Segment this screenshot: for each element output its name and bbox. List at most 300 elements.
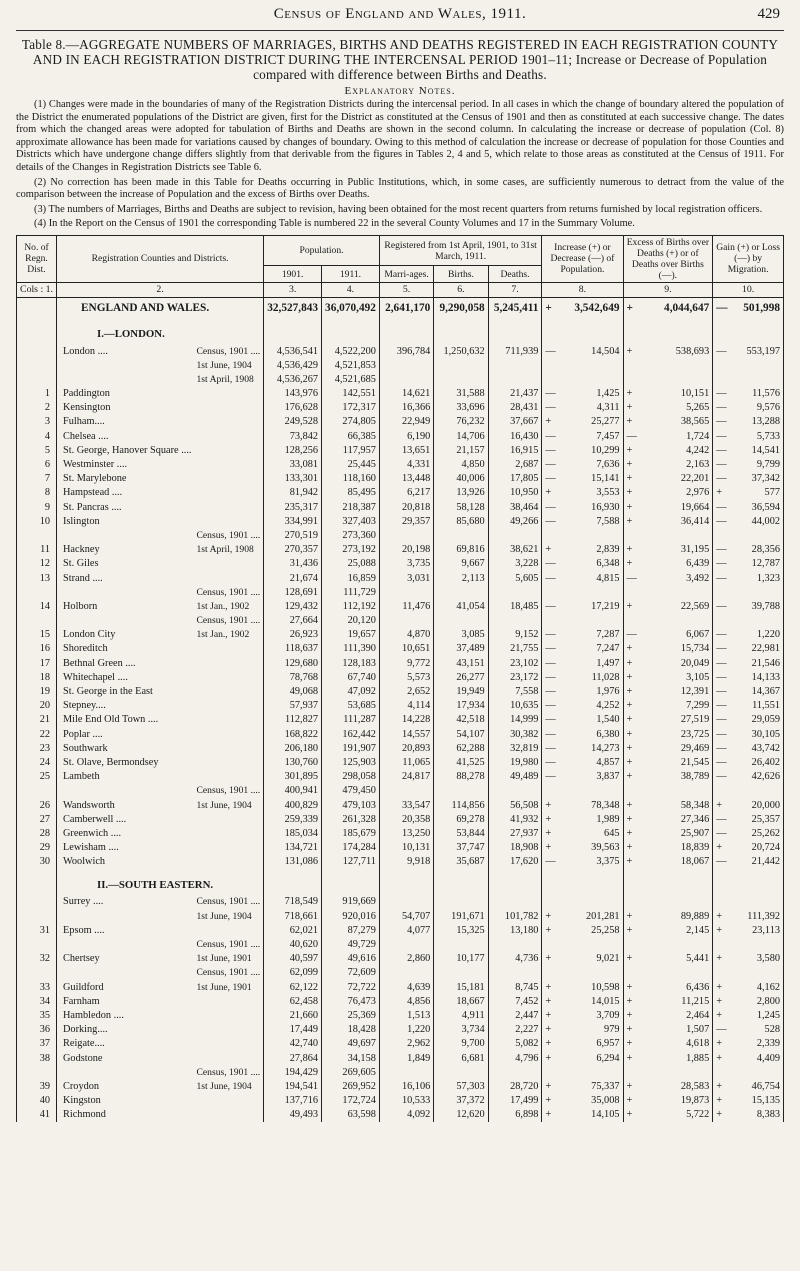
gain-sign: + [713, 841, 734, 855]
district-subdate: 1st June, 1904 [195, 909, 264, 923]
table-row [17, 670, 784, 684]
marriages: 9,772 [379, 656, 433, 670]
district-name: Godstone [57, 1051, 195, 1065]
pop-1901: 4,536,429 [264, 358, 322, 372]
district-name: Stepney.... [57, 699, 195, 713]
increase-sign: — [542, 472, 562, 486]
marriages: 24,817 [379, 770, 433, 784]
marriages: 14,557 [379, 727, 433, 741]
district-name: Camberwell .... [57, 812, 195, 826]
deaths: 4,796 [488, 1051, 542, 1065]
section-heading-row [17, 324, 784, 344]
excess: 1,724 [645, 429, 713, 443]
district-number: 40 [17, 1094, 57, 1108]
increase: 3,709 [562, 1008, 623, 1022]
excess: 89,889 [645, 909, 713, 923]
district-subdate: Census, 1901 .... [195, 614, 264, 628]
excess-sign: + [623, 713, 645, 727]
pop-1901: 21,674 [264, 571, 322, 585]
pop-1901: 133,301 [264, 472, 322, 486]
table-row [17, 966, 784, 980]
gain: 39,788 [733, 599, 783, 613]
district-number [17, 966, 57, 980]
increase: 15,141 [562, 472, 623, 486]
births: 76,232 [434, 415, 488, 429]
increase: 645 [562, 826, 623, 840]
deaths: 17,805 [488, 472, 542, 486]
deaths: 10,950 [488, 486, 542, 500]
births: 43,151 [434, 656, 488, 670]
gain: 28,356 [733, 543, 783, 557]
increase-sign: + [542, 909, 562, 923]
district-subdate: 1st June, 1901 [195, 980, 264, 994]
pop-1911: 72,722 [322, 980, 380, 994]
births: 69,278 [434, 812, 488, 826]
table-row [17, 486, 784, 500]
pop-1911: 34,158 [322, 1051, 380, 1065]
increase: 7,636 [562, 457, 623, 471]
pop-1911: 118,160 [322, 472, 380, 486]
table-row [17, 557, 784, 571]
births: 37,489 [434, 642, 488, 656]
pop-1911: 191,907 [322, 741, 380, 755]
excess: 5,722 [645, 1108, 713, 1122]
pop-1911: 49,729 [322, 937, 380, 951]
increase-sign: + [542, 415, 562, 429]
marriages: 4,092 [379, 1108, 433, 1122]
table-row [17, 1065, 784, 1079]
births [434, 585, 488, 599]
gain-sign [713, 895, 734, 909]
col-header-marriages: Marri-ages. [379, 266, 433, 283]
deaths [488, 372, 542, 386]
marriages [379, 614, 433, 628]
district-name: Lambeth [57, 770, 195, 784]
deaths: 37,667 [488, 415, 542, 429]
marriages [379, 372, 433, 386]
section-title: I.—LONDON. [57, 324, 264, 344]
births: 12,620 [434, 1108, 488, 1122]
increase-sign: — [542, 387, 562, 401]
excess: 6,067 [645, 628, 713, 642]
district-subdate [195, 472, 264, 486]
deaths [488, 895, 542, 909]
pop-1901: 249,528 [264, 415, 322, 429]
excess: 21,545 [645, 755, 713, 769]
pop-1911: 18,428 [322, 1023, 380, 1037]
district-number: 24 [17, 755, 57, 769]
marriages: 11,476 [379, 599, 433, 613]
gain-sign: — [713, 472, 734, 486]
increase-sign: + [542, 994, 562, 1008]
district-name: Shoreditch [57, 642, 195, 656]
pop-1901: 128,691 [264, 585, 322, 599]
excess: 58,348 [645, 798, 713, 812]
pop-1901: 78,768 [264, 670, 322, 684]
increase-sign [542, 784, 562, 798]
district-number: 17 [17, 656, 57, 670]
gain: 25,262 [733, 826, 783, 840]
pop-1901: 176,628 [264, 401, 322, 415]
deaths: 28,720 [488, 1079, 542, 1093]
excess-sign: + [623, 443, 645, 457]
increase [562, 528, 623, 542]
pop-1911: 117,957 [322, 443, 380, 457]
gain-sign: — [713, 741, 734, 755]
district-name: Hambledon .... [57, 1008, 195, 1022]
pop-1901: 4,536,267 [264, 372, 322, 386]
district-name: Lewisham .... [57, 841, 195, 855]
gain: 4,409 [733, 1051, 783, 1065]
gain-sign [713, 528, 734, 542]
district-number: 28 [17, 826, 57, 840]
marriages: 6,190 [379, 429, 433, 443]
excess-sign: + [623, 514, 645, 528]
births: 54,107 [434, 727, 488, 741]
increase-sign [542, 1065, 562, 1079]
excess: 11,215 [645, 994, 713, 1008]
pop-1911: 67,740 [322, 670, 380, 684]
excess [645, 937, 713, 951]
excess-sign: + [623, 387, 645, 401]
gain: 26,402 [733, 755, 783, 769]
increase: 6,294 [562, 1051, 623, 1065]
excess: 38,789 [645, 770, 713, 784]
district-number: 31 [17, 923, 57, 937]
increase-sign: — [542, 344, 562, 358]
gain: 4,162 [733, 980, 783, 994]
gain: 3,580 [733, 952, 783, 966]
table-row [17, 1079, 784, 1093]
pop-1911: 479,103 [322, 798, 380, 812]
marriages [379, 528, 433, 542]
pop-1911: 128,183 [322, 656, 380, 670]
note-2: (2) No correction has been made in this Table for Deaths occurring in Public Institutions, which, in some cases, are sufficiently numerous to detract from the value of the comparison between the increase of Population and the excess of Births over Deaths. [16, 176, 784, 201]
excess-sign: + [623, 599, 645, 613]
births [434, 895, 488, 909]
pop-1901: 259,339 [264, 812, 322, 826]
table-row [17, 798, 784, 812]
pop-1901: 62,021 [264, 923, 322, 937]
table-row [17, 344, 784, 358]
district-subdate: Census, 1901 .... [195, 528, 264, 542]
births: 17,934 [434, 699, 488, 713]
deaths: 16,430 [488, 429, 542, 443]
increase-sign: — [542, 670, 562, 684]
deaths: 41,932 [488, 812, 542, 826]
district-subdate [195, 713, 264, 727]
deaths: 38,464 [488, 500, 542, 514]
col-number: 7. [488, 282, 542, 297]
gain-sign: — [713, 826, 734, 840]
pop-1911: 273,192 [322, 543, 380, 557]
district-name: Woolwich [57, 855, 195, 869]
deaths: 2,447 [488, 1008, 542, 1022]
col-number: 4. [322, 282, 380, 297]
increase [562, 895, 623, 909]
gain: 43,742 [733, 741, 783, 755]
increase-sign: — [542, 713, 562, 727]
col-number: 3. [264, 282, 322, 297]
excess: 10,151 [645, 387, 713, 401]
gain-sign: — [713, 401, 734, 415]
gain: 1,323 [733, 571, 783, 585]
district-name: Richmond [57, 1108, 195, 1122]
increase [562, 585, 623, 599]
table-row [17, 684, 784, 698]
district-number: 11 [17, 543, 57, 557]
district-number: 21 [17, 713, 57, 727]
pop-1911: 274,805 [322, 415, 380, 429]
births: 58,128 [434, 500, 488, 514]
gain-sign: — [713, 713, 734, 727]
district-name: Poplar .... [57, 727, 195, 741]
pop-1901: 27,664 [264, 614, 322, 628]
gain: 20,000 [733, 798, 783, 812]
gain-sign: — [713, 642, 734, 656]
excess-sign: + [623, 841, 645, 855]
excess: 19,873 [645, 1094, 713, 1108]
district-name: Strand .... [57, 571, 195, 585]
excess [645, 372, 713, 386]
excess-sign [623, 372, 645, 386]
district-subdate [195, 401, 264, 415]
excess-sign [623, 528, 645, 542]
excess: 15,734 [645, 642, 713, 656]
table-row [17, 909, 784, 923]
column-number-row [17, 282, 784, 297]
gain-sign: + [713, 994, 734, 1008]
increase: 979 [562, 1023, 623, 1037]
increase-sign: — [542, 429, 562, 443]
district-number: 9 [17, 500, 57, 514]
district-name [57, 358, 195, 372]
district-name [57, 966, 195, 980]
marriages: 396,784 [379, 344, 433, 358]
gain-sign: — [713, 855, 734, 869]
gain [733, 1065, 783, 1079]
marriages [379, 937, 433, 951]
table-row [17, 387, 784, 401]
deaths: 2,227 [488, 1023, 542, 1037]
pop-1901: 42,740 [264, 1037, 322, 1051]
gain: 21,442 [733, 855, 783, 869]
district-subdate [195, 755, 264, 769]
excess-sign: + [623, 770, 645, 784]
district-number: 33 [17, 980, 57, 994]
deaths: 9,152 [488, 628, 542, 642]
marriages: 11,065 [379, 755, 433, 769]
pop-1911: 112,192 [322, 599, 380, 613]
district-subdate [195, 670, 264, 684]
table-row [17, 699, 784, 713]
deaths: 711,939 [488, 344, 542, 358]
births: 19,949 [434, 684, 488, 698]
col-header-gain: Gain (+) or Loss (—) by Migration. [713, 235, 784, 282]
table-row [17, 952, 784, 966]
increase-sign: — [542, 401, 562, 415]
increase-sign: — [542, 770, 562, 784]
gain [733, 895, 783, 909]
marriages: 6,217 [379, 486, 433, 500]
increase: 6,348 [562, 557, 623, 571]
district-subdate [195, 699, 264, 713]
excess-sign: + [623, 656, 645, 670]
district-number: 22 [17, 727, 57, 741]
district-number: 1 [17, 387, 57, 401]
excess: 2,464 [645, 1008, 713, 1022]
gain: 25,357 [733, 812, 783, 826]
district-name: Surrey .... [57, 895, 195, 909]
district-name: Holborn [57, 599, 195, 613]
table-row [17, 980, 784, 994]
births: 26,277 [434, 670, 488, 684]
pop-1901: 194,429 [264, 1065, 322, 1079]
page-number: 429 [757, 6, 780, 22]
district-number: 16 [17, 642, 57, 656]
district-number [17, 784, 57, 798]
births: 1,250,632 [434, 344, 488, 358]
increase: 7,588 [562, 514, 623, 528]
total-excess: 4,044,647 [645, 297, 713, 318]
deaths [488, 784, 542, 798]
pop-1901: 137,716 [264, 1094, 322, 1108]
gain-sign: — [713, 727, 734, 741]
pop-1911: 87,279 [322, 923, 380, 937]
pop-1911: 47,092 [322, 684, 380, 698]
gain: 29,059 [733, 713, 783, 727]
gain [733, 966, 783, 980]
excess-sign: + [623, 1108, 645, 1122]
district-name: Guildford [57, 980, 195, 994]
pop-1911: 269,605 [322, 1065, 380, 1079]
increase-sign: + [542, 1094, 562, 1108]
births: 191,671 [434, 909, 488, 923]
increase-sign: + [542, 1023, 562, 1037]
col-header-excess: Excess of Births over Deaths (+) or of Deaths over Births (—). [623, 235, 713, 282]
district-name: Hampstead .... [57, 486, 195, 500]
pop-1911: 111,287 [322, 713, 380, 727]
excess: 2,976 [645, 486, 713, 500]
increase-sign [542, 528, 562, 542]
excess-sign: + [623, 543, 645, 557]
excess-sign [623, 966, 645, 980]
gain: 111,392 [733, 909, 783, 923]
marriages: 10,533 [379, 1094, 433, 1108]
gain [733, 614, 783, 628]
increase-sign [542, 937, 562, 951]
excess: 31,195 [645, 543, 713, 557]
table-row [17, 1051, 784, 1065]
marriages [379, 895, 433, 909]
excess-sign [623, 585, 645, 599]
district-subdate: Census, 1901 .... [195, 344, 264, 358]
deaths: 19,980 [488, 755, 542, 769]
excess-sign: + [623, 727, 645, 741]
gain-sign [713, 966, 734, 980]
pop-1911: 25,088 [322, 557, 380, 571]
marriages [379, 358, 433, 372]
district-number: 18 [17, 670, 57, 684]
gain-sign: + [713, 980, 734, 994]
district-name: Dorking.... [57, 1023, 195, 1037]
excess: 538,693 [645, 344, 713, 358]
col-header-population: Population. [264, 235, 380, 265]
increase-sign [542, 585, 562, 599]
district-subdate: 1st April, 1908 [195, 543, 264, 557]
births: 3,734 [434, 1023, 488, 1037]
pop-1911: 76,473 [322, 994, 380, 1008]
pop-1911: 25,369 [322, 1008, 380, 1022]
pop-1901: 4,536,541 [264, 344, 322, 358]
pop-1911: 218,387 [322, 500, 380, 514]
col-header-1901: 1901. [264, 266, 322, 283]
excess-sign: — [623, 571, 645, 585]
pop-1911: 20,120 [322, 614, 380, 628]
pop-1901: 40,620 [264, 937, 322, 951]
marriages: 2,860 [379, 952, 433, 966]
gain: 23,113 [733, 923, 783, 937]
births: 33,696 [434, 401, 488, 415]
increase: 6,380 [562, 727, 623, 741]
deaths: 2,687 [488, 457, 542, 471]
table-row [17, 770, 784, 784]
marriages: 13,250 [379, 826, 433, 840]
marriages [379, 784, 433, 798]
table-row [17, 755, 784, 769]
gain-sign [713, 358, 734, 372]
district-number: 38 [17, 1051, 57, 1065]
increase-sign: — [542, 571, 562, 585]
total-pop1911: 36,070,492 [322, 297, 380, 318]
births: 10,177 [434, 952, 488, 966]
table-row [17, 585, 784, 599]
district-name [57, 528, 195, 542]
increase-sign: — [542, 755, 562, 769]
table-title [16, 37, 784, 82]
gain: 15,135 [733, 1094, 783, 1108]
district-number [17, 614, 57, 628]
births: 35,687 [434, 855, 488, 869]
pop-1911: 49,697 [322, 1037, 380, 1051]
increase-sign: — [542, 557, 562, 571]
district-subdate: 1st June, 1904 [195, 358, 264, 372]
col-header-registered: Registered from 1st April, 1901, to 31st March, 1911. [379, 235, 542, 265]
pop-1901: 400,829 [264, 798, 322, 812]
increase-sign: — [542, 628, 562, 642]
pop-1911: 298,058 [322, 770, 380, 784]
increase-sign: — [542, 457, 562, 471]
district-number [17, 358, 57, 372]
gain: 9,576 [733, 401, 783, 415]
marriages: 4,077 [379, 923, 433, 937]
district-name: Westminster .... [57, 457, 195, 471]
increase-sign: — [542, 656, 562, 670]
increase-sign: — [542, 855, 562, 869]
district-name: Kensington [57, 401, 195, 415]
gain-sign [713, 1065, 734, 1079]
pop-1911: 273,360 [322, 528, 380, 542]
births: 41,525 [434, 755, 488, 769]
pop-1901: 62,458 [264, 994, 322, 1008]
excess-sign: + [623, 826, 645, 840]
births: 6,681 [434, 1051, 488, 1065]
pop-1911: 111,729 [322, 585, 380, 599]
increase-sign [542, 966, 562, 980]
table-row [17, 1023, 784, 1037]
births: 9,667 [434, 557, 488, 571]
gain: 30,105 [733, 727, 783, 741]
